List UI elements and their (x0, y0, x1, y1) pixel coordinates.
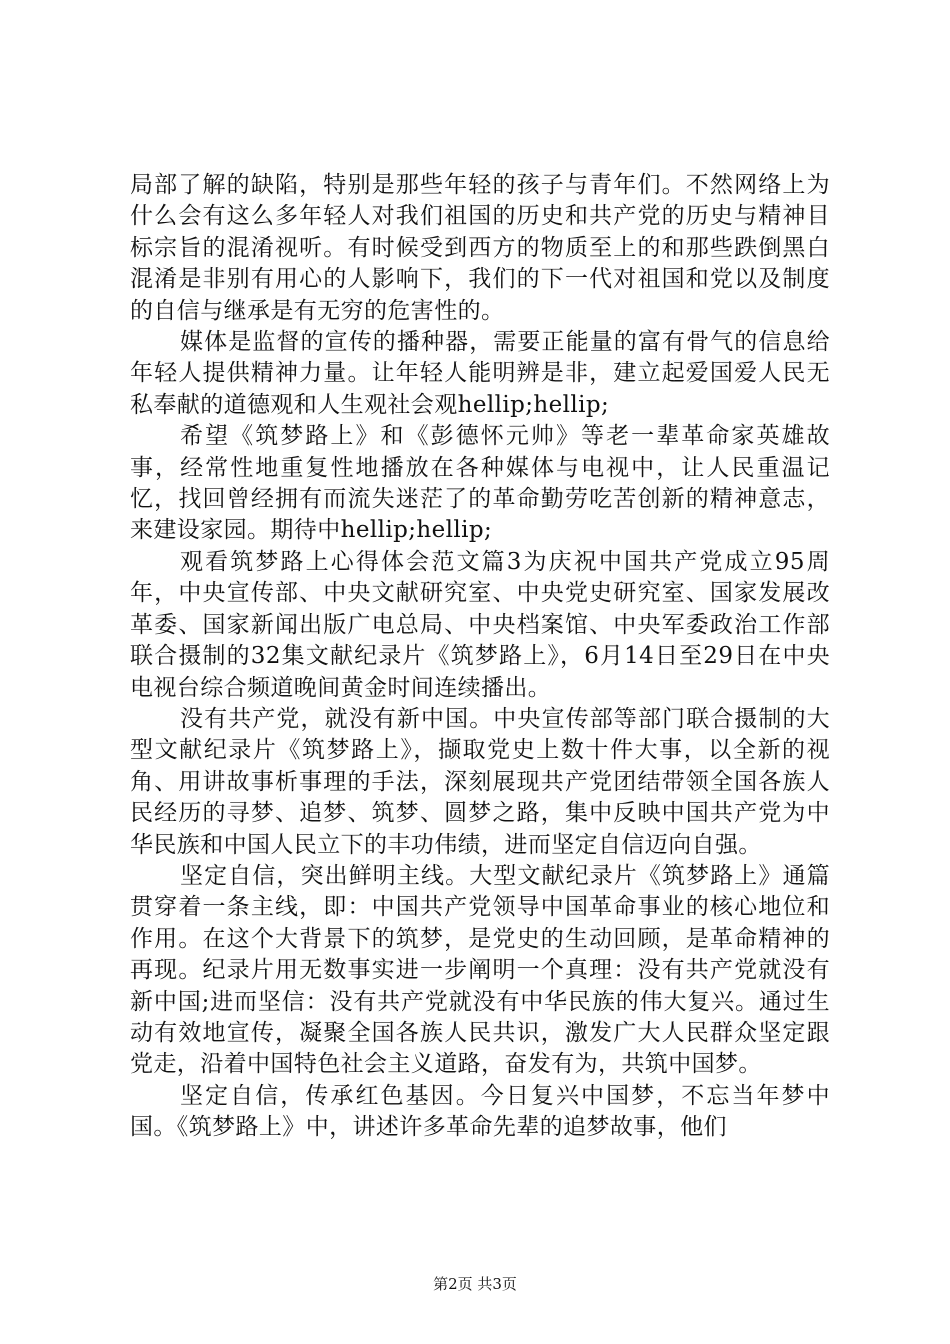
page-number-footer: 第2页 共3页 (433, 1275, 517, 1293)
paragraph-no-party-no-china: 没有共产党，就没有新中国。中央宣传部等部门联合摄制的大型文献纪录片《筑梦路上》，撷取党史上数十件大事，以全新的视角、用讲故事析事理的手法，深刻展现共产党团结带领全国各族人民经历的寻梦、追梦、筑梦、圆梦之路，集中反映中国共产党为中华民族和中国人民立下的丰功伟绩，进而坚定自信迈向自强。 (130, 705, 830, 858)
paragraph-hope: 希望《筑梦路上》和《彭德怀元帅》等老一辈革命家英雄故事，经常性地重复性地播放在各种媒体与电视中，让人民重温记忆，找回曾经拥有而流失迷茫了的革命勤劳吃苦创新的精神意志，来建设家园。期待中hellip;hellip; (130, 423, 830, 544)
paragraph-essay-3-intro: 观看筑梦路上心得体会范文篇3为庆祝中国共产党成立95周年，中央宣传部、中央文献研究室、中央党史研究室、国家发展改革委、国家新闻出版广电总局、中央档案馆、中央军委政治工作部联合摄制的32集文献纪录片《筑梦路上》，6月14日至29日在中央电视台综合频道晚间黄金时间连续播出。 (130, 548, 830, 701)
document-body (130, 170, 830, 1144)
paragraph-main-line: 坚定自信，突出鲜明主线。大型文献纪录片《筑梦路上》通篇贯穿着一条主线，即：中国共产党领导中国革命事业的核心地位和作用。在这个大背景下的筑梦，是党史的生动回顾，是革命精神的再现。纪录片用无数事实进一步阐明一个真理：没有共产党就没有新中国;进而坚信：没有共产党就没有中华民族的伟大复兴。通过生动有效地宣传，凝聚全国各族人民共识，激发广大人民群众坚定跟党走，沿着中国特色社会主义道路，奋发有为，共筑中国梦。 (130, 862, 830, 1078)
paragraph-red-gene: 坚定自信，传承红色基因。今日复兴中国梦，不忘当年梦中国。《筑梦路上》中，讲述许多革命先辈的追梦故事，他们 (130, 1082, 830, 1141)
paragraph-continuation: 局部了解的缺陷，特别是那些年轻的孩子与青年们。不然网络上为什么会有这么多年轻人对我们祖国的历史和共产党的历史与精神目标宗旨的混淆视听。有时候受到西方的物质至上的和那些跌倒黑白混淆是非别有用心的人影响下，我们的下一代对祖国和党以及制度的自信与继承是有无穷的危害性的。 (130, 172, 830, 324)
paragraph-media: 媒体是监督的宣传的播种器，需要正能量的富有骨气的信息给年轻人提供精神力量。让年轻人能明辨是非，建立起爱国爱人民无私奉献的道德观和人生观社会观hellip;hellip; (130, 329, 830, 418)
